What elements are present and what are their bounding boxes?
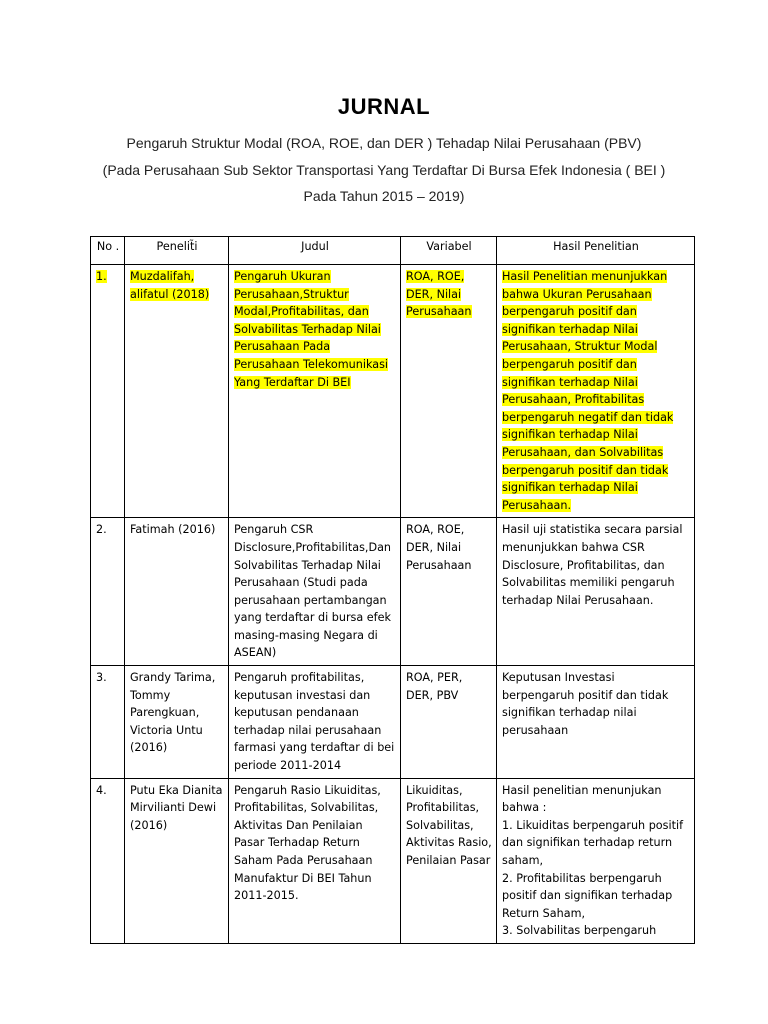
literature-table	[90, 236, 695, 944]
cell-judul	[229, 265, 401, 518]
cell-no: 2.	[91, 518, 125, 666]
hasil-line: 1. Likuiditas berpengaruh positif dan signifikan terhadap return saham,	[502, 818, 684, 867]
table-row	[91, 518, 695, 666]
document-title: JURNAL	[337, 94, 431, 119]
cell-variabel: ROA, PER, DER, PBV	[401, 666, 497, 779]
cell-hasil	[497, 778, 695, 943]
highlighted-text: 1.	[96, 270, 107, 283]
cell-variabel: ROA, ROE, DER, Nilai Perusahaan	[401, 518, 497, 666]
cell-hasil: Keputusan Investasi berpengaruh positif dan tidak signifikan terhadap nilai perusahaan	[497, 666, 695, 779]
cell-judul: Pengaruh profitabilitas, keputusan investasi dan keputusan pendanaan terhadap nilai perusahaan farmasi yang terdaftar di bei periode 2011-2014	[229, 666, 401, 779]
cell-no: 3.	[91, 666, 125, 779]
highlighted-text: Pengaruh Ukuran Perusahaan,Struktur Modal,Profitabilitas, dan Solvabilitas Terhadap Nilai Perusahaan Pada Perusahaan Telekomunikasi Yang Terdaftar Di BEI	[234, 270, 389, 389]
cell-peneliti: Grandy Tarima, Tommy Parengkuan, Victoria Untu (2016)	[125, 666, 229, 779]
hasil-line: 2. Profitabilitas berpengaruh positif dan signifikan terhadap Return Saham,	[502, 871, 673, 920]
table-row	[91, 778, 695, 943]
cell-no: 4.	[91, 778, 125, 943]
table-header-row	[91, 237, 695, 265]
table-row	[91, 265, 695, 518]
highlighted-text: Hasil Penelitian menunjukkan bahwa Ukuran Perusahaan berpengaruh positif dan signifikan terhadap Nilai Perusahaan, Struktur Modal berpengaruh positif dan signifikan terhadap Nilai Perusahaan, Profitabilitas berpengaruh negatif dan tidak signifikan terhadap Nilai Perusahaan, dan Solvabilitas berpengaruh positif dan tidak signifikan terhadap Nilai Perusahaan.	[502, 270, 674, 512]
subtitle-line-1: Pengaruh Struktur Modal (ROA, ROE, dan DER ) Tehadap Nilai Perusahaan (PBV)	[126, 135, 642, 151]
header-no: No .	[91, 237, 125, 265]
subtitle-line-2: (Pada Perusahaan Sub Sektor Transportasi Yang Terdaftar Di Bursa Efek Indonesia ( BEI )	[102, 162, 666, 178]
header-hasil: Hasil Penelitian	[497, 237, 695, 265]
cell-hasil	[497, 265, 695, 518]
cell-peneliti: Putu Eka Dianita Mirvilianti Dewi (2016)	[125, 778, 229, 943]
header-variabel: Variabel	[401, 237, 497, 265]
cell-judul: Pengaruh Rasio Likuiditas, Profitabilitas, Solvabilitas, Aktivitas Dan Penilaian Pasar Terhadap Return Saham Pada Perusahaan Manufaktur Di BEI Tahun 2011-2015.	[229, 778, 401, 943]
hasil-line: Hasil penelitian menunjukan bahwa :	[502, 783, 662, 815]
cell-peneliti	[125, 265, 229, 518]
highlighted-text: ROA, ROE, DER, Nilai Perusahaan	[406, 270, 472, 319]
header-judul: Judul	[229, 237, 401, 265]
subtitle-line-3: Pada Tahun 2015 – 2019)	[303, 188, 465, 204]
table-row	[91, 666, 695, 779]
cell-judul: Pengaruh CSR Disclosure,Profitabilitas,Dan Solvabilitas Terhadap Nilai Perusahaan (Studi pada perusahaan pertambangan yang terdaftar di bursa efek masing-masing Negara di ASEAN)	[229, 518, 401, 666]
cell-hasil: Hasil uji statistika secara parsial menunjukkan bahwa CSR Disclosure, Profitabilitas, dan Solvabilitas memiliki pengaruh terhadap Nilai Perusahaan.	[497, 518, 695, 666]
cell-variabel: Likuiditas, Profitabilitas, Solvabilitas, Aktivitas Rasio, Penilaian Pasar	[401, 778, 497, 943]
cell-peneliti: Fatimah (2016)	[125, 518, 229, 666]
highlighted-text: Muzdalifah, alifatul (2018)	[130, 270, 210, 301]
cell-variabel	[401, 265, 497, 518]
hasil-line: 3. Solvabilitas berpengaruh	[502, 924, 657, 938]
header-peneliti: Penelit̃i	[125, 237, 229, 265]
cell-no	[91, 265, 125, 518]
